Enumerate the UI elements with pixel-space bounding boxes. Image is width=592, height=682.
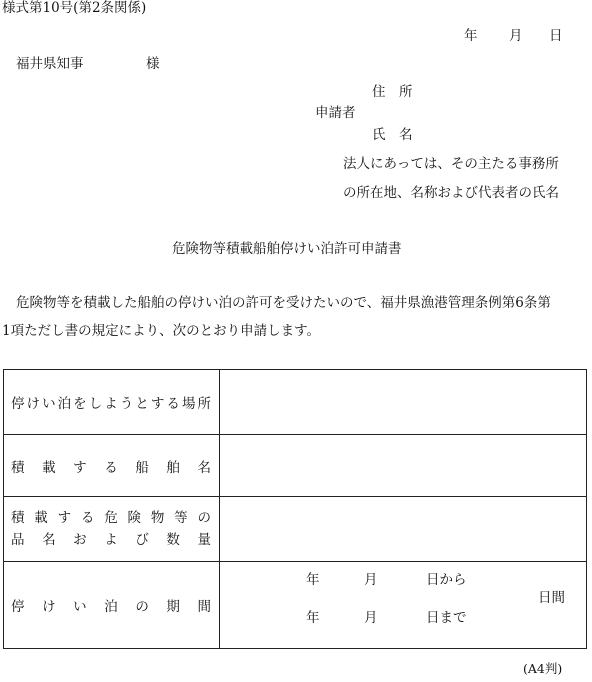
location-value-cell[interactable] (220, 370, 587, 435)
table-row-hazmat (4, 497, 587, 562)
applicant-name-label: 氏 名 (372, 127, 413, 143)
applicant-note-line2: の所在地、名称および代表者の氏名 (343, 185, 559, 201)
period-end-month: 月 (364, 610, 378, 626)
date-day-label: 日 (549, 28, 563, 44)
hazmat-label-line2: 品名および数量 (11, 532, 211, 548)
period-end-year: 年 (306, 610, 320, 626)
applicant-note-line1: 法人にあっては、その主たる事務所 (343, 156, 559, 172)
period-start-day: 日から (426, 572, 467, 588)
addressee-honorific: 様 (146, 56, 160, 72)
applicant-label: 申請者 (315, 105, 356, 121)
period-days: 日間 (538, 590, 565, 606)
body-line-1: 危険物等を積載した船舶の停けい泊の許可を受けたいので、福井県漁港管理条例第6条第 (16, 295, 551, 311)
hazmat-label-line1: 積載する危険物等の (11, 510, 211, 526)
period-value-cell[interactable] (220, 562, 587, 649)
date-year-label: 年 (464, 28, 478, 44)
period-label: 停けい泊の期間 (4, 562, 220, 649)
vessel-name-value-cell[interactable] (220, 435, 587, 497)
location-label: 停けい泊をしようとする場所 (4, 370, 220, 435)
hazmat-label-cell (4, 497, 220, 562)
period-start-month: 月 (364, 572, 378, 588)
table-row-vessel (4, 435, 587, 497)
applicant-address-label: 住 所 (372, 84, 413, 100)
paper-size-note: (A4判) (523, 661, 563, 676)
date-month-label: 月 (509, 28, 523, 44)
period-end-day: 日まで (426, 610, 467, 626)
document-title: 危険物等積載船舶停けい泊許可申請書 (172, 241, 402, 257)
vessel-name-label: 積載する船舶名 (4, 435, 220, 497)
period-start-year: 年 (306, 572, 320, 588)
table-row-location (4, 370, 587, 435)
addressee-name: 福井県知事 (16, 56, 84, 72)
application-table (3, 369, 587, 649)
form-number: 様式第10号(第2条関係) (2, 0, 147, 16)
hazmat-value-cell[interactable] (220, 497, 587, 562)
body-line-2: 1項ただし書の規定により、次のとおり申請します。 (2, 323, 321, 339)
table-row-period (4, 562, 587, 649)
